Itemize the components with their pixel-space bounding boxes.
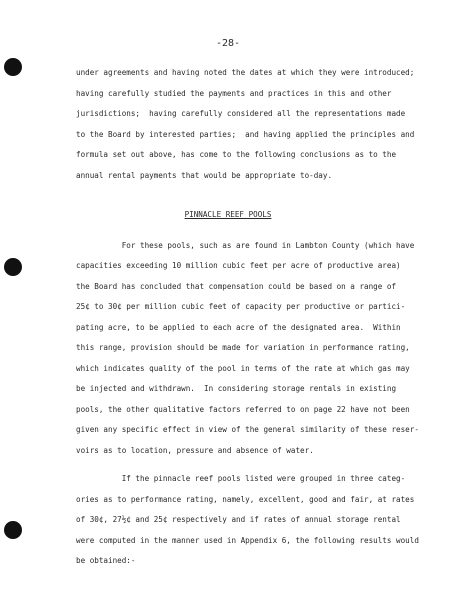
paragraph-line: formula set out above, has come to the following conclusions as to the [76,150,397,159]
paragraph-line: given any specific effect in view of the general similarity of these reser- [76,425,419,434]
section-heading: PINNACLE REEF POOLS [184,210,272,219]
paragraph-line: If the pinnacle reef pools listed were grouped in three categ- [76,474,406,483]
paragraph-line: this range, provision should be made for variation in performance rating, [76,343,410,352]
binder-hole-bottom [4,521,22,539]
page-number: -28- [215,38,241,49]
paragraph-line: pools, the other qualitative factors referred to on page 22 have not been [76,405,410,414]
paragraph-line: to the Board by interested parties; and having applied the principles and [76,130,415,139]
paragraph-line: under agreements and having noted the dates at which they were introduced; [76,68,415,77]
paragraph-line: ories as to performance rating, namely, excellent, good and fair, at rates [76,495,415,504]
paragraph-line: capacities exceeding 10 million cubic feet per acre of productive area) [76,261,401,270]
paragraph-line: having carefully studied the payments and practices in this and other [76,89,392,98]
paragraph-line: the Board has concluded that compensation could be based on a range of [76,282,397,291]
paragraph-line: which indicates quality of the pool in terms of the rate at which gas may [76,364,410,373]
binder-hole-top [4,58,22,76]
paragraph-line: voirs as to location, pressure and absence of water. [76,446,314,455]
paragraph-line: be injected and withdrawn. In considering storage rentals in existing [76,384,397,393]
paragraph-line: jurisdictions; having carefully considered all the representations made [76,109,406,118]
paragraph-line: were computed in the manner used in Appendix 6, the following results would [76,536,419,545]
paragraph-line: be obtained:- [76,556,136,565]
paragraph-line: pating acre, to be applied to each acre of the designated area. Within [76,323,401,332]
paragraph-line: annual rental payments that would be appropriate to-day. [76,171,333,180]
binder-hole-middle [4,258,22,276]
paragraph-line: of 30¢, 27½¢ and 25¢ respectively and if rates of annual storage rental [76,515,401,524]
paragraph-line: 25¢ to 30¢ per million cubic feet of capacity per productive or partici- [76,302,406,311]
paragraph-line: For these pools, such as are found in Lambton County (which have [76,241,415,250]
